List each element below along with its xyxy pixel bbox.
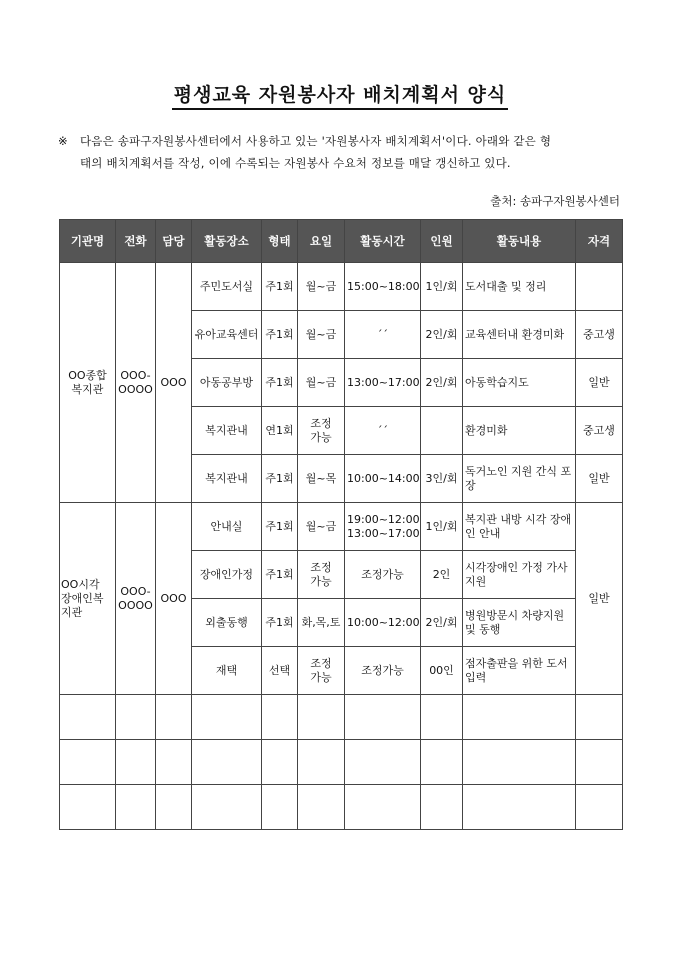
header-phone: 전화 — [116, 220, 156, 263]
day-cell: 월~목 — [298, 455, 345, 503]
blank-cell — [421, 740, 463, 785]
blank-cell — [192, 695, 262, 740]
header-manager: 담당 — [156, 220, 192, 263]
blank-cell — [156, 695, 192, 740]
blank-cell — [463, 740, 576, 785]
people-cell: 2인/회 — [421, 599, 463, 647]
content-cell: 복지관 내방 시각 장애인 안내 — [463, 503, 576, 551]
header-place: 활동장소 — [192, 220, 262, 263]
content-cell: 아동학습지도 — [463, 359, 576, 407]
people-cell — [421, 407, 463, 455]
people-cell: 1인/회 — [421, 503, 463, 551]
content-cell: 교육센터내 환경미화 — [463, 311, 576, 359]
qual-cell: 중고생 — [576, 407, 623, 455]
blank-row — [60, 740, 623, 785]
blank-cell — [298, 785, 345, 830]
form-cell: 주1회 — [262, 263, 298, 311]
qual-cell: 일반 — [576, 503, 623, 695]
content-cell: 환경미화 — [463, 407, 576, 455]
qual-cell: 일반 — [576, 455, 623, 503]
content-cell: 도서대출 및 정리 — [463, 263, 576, 311]
form-cell: 연1회 — [262, 407, 298, 455]
blank-cell — [576, 740, 623, 785]
time-cell: 조정가능 — [345, 551, 421, 599]
blank-cell — [463, 695, 576, 740]
place-cell: 유아교육센터 — [192, 311, 262, 359]
note-mark: ※ — [58, 134, 68, 148]
blank-cell — [60, 740, 116, 785]
people-cell: 1인/회 — [421, 263, 463, 311]
blank-cell — [576, 695, 623, 740]
blank-cell — [116, 740, 156, 785]
place-cell: 재택 — [192, 647, 262, 695]
content-cell: 독거노인 지원 간식 포장 — [463, 455, 576, 503]
day-cell: 월~금 — [298, 311, 345, 359]
org-name-cell: OO종합 복지관 — [60, 263, 116, 503]
header-qual: 자격 — [576, 220, 623, 263]
header-form: 형태 — [262, 220, 298, 263]
day-cell: 월~금 — [298, 503, 345, 551]
place-cell: 안내실 — [192, 503, 262, 551]
day-cell: 조정 가능 — [298, 551, 345, 599]
people-cell: 00인 — [421, 647, 463, 695]
form-cell: 주1회 — [262, 359, 298, 407]
deployment-plan-table — [59, 219, 623, 830]
form-cell: 주1회 — [262, 599, 298, 647]
blank-cell — [116, 695, 156, 740]
people-cell: 2인 — [421, 551, 463, 599]
people-cell: 2인/회 — [421, 359, 463, 407]
document-title: 평생교육 자원봉사자 배치계획서 양식 — [0, 80, 680, 107]
form-cell: 주1회 — [262, 455, 298, 503]
header-day: 요일 — [298, 220, 345, 263]
time-cell — [345, 503, 421, 551]
note-line-2: 태의 배치계획서를 작성, 이에 수록되는 자원봉사 수요처 정보를 매달 갱신하고 있다. — [80, 156, 511, 170]
content-cell: 병원방문시 차량지원 및 동행 — [463, 599, 576, 647]
blank-cell — [60, 695, 116, 740]
blank-cell — [60, 785, 116, 830]
time-cell: 조정가능 — [345, 647, 421, 695]
blank-cell — [345, 740, 421, 785]
blank-cell — [463, 785, 576, 830]
blank-cell — [156, 740, 192, 785]
org-name-cell: OO시각 장애인복 지관 — [60, 503, 116, 695]
people-cell: 2인/회 — [421, 311, 463, 359]
qual-cell: 중고생 — [576, 311, 623, 359]
form-cell: 주1회 — [262, 311, 298, 359]
blank-cell — [262, 695, 298, 740]
blank-cell — [345, 785, 421, 830]
content-cell: 시각장애인 가정 가사지원 — [463, 551, 576, 599]
header-content: 활동내용 — [463, 220, 576, 263]
blank-row — [60, 785, 623, 830]
table-row — [60, 503, 623, 551]
header-row — [60, 220, 623, 263]
time-line-2: 13:00~17:00 — [347, 526, 420, 540]
people-cell: 3인/회 — [421, 455, 463, 503]
place-cell: 외출동행 — [192, 599, 262, 647]
phone-cell: OOO-OOOO — [116, 503, 156, 695]
blank-cell — [192, 740, 262, 785]
place-cell: 복지관내 — [192, 407, 262, 455]
manager-cell: OOO — [156, 503, 192, 695]
header-people: 인원 — [421, 220, 463, 263]
day-cell: 조정 가능 — [298, 407, 345, 455]
time-cell: 10:00~14:00 — [345, 455, 421, 503]
blank-row — [60, 695, 623, 740]
place-cell: 주민도서실 — [192, 263, 262, 311]
day-cell: 월~금 — [298, 359, 345, 407]
place-cell: 복지관내 — [192, 455, 262, 503]
content-cell: 점자출판을 위한 도서입력 — [463, 647, 576, 695]
blank-cell — [262, 785, 298, 830]
form-cell: 주1회 — [262, 551, 298, 599]
time-cell: 15:00~18:00 — [345, 263, 421, 311]
blank-cell — [298, 740, 345, 785]
blank-cell — [421, 695, 463, 740]
note-line-1: 다음은 송파구자원봉사센터에서 사용하고 있는 '자원봉사자 배치계획서'이다. 아래와 같은 형 — [80, 134, 552, 148]
day-cell: 월~금 — [298, 263, 345, 311]
form-cell: 주1회 — [262, 503, 298, 551]
time-cell: 13:00~17:00 — [345, 359, 421, 407]
time-cell: ´´ — [345, 311, 421, 359]
time-cell: 10:00~12:00 — [345, 599, 421, 647]
place-cell: 장애인가정 — [192, 551, 262, 599]
day-cell: 화,목,토 — [298, 599, 345, 647]
blank-cell — [298, 695, 345, 740]
header-org: 기관명 — [60, 220, 116, 263]
blank-cell — [421, 785, 463, 830]
qual-cell — [576, 263, 623, 311]
blank-cell — [116, 785, 156, 830]
table-row — [60, 263, 623, 311]
time-cell: ´´ — [345, 407, 421, 455]
header-time: 활동시간 — [345, 220, 421, 263]
blank-cell — [192, 785, 262, 830]
form-cell: 선택 — [262, 647, 298, 695]
place-cell: 아동공부방 — [192, 359, 262, 407]
day-cell: 조정 가능 — [298, 647, 345, 695]
manager-cell: OOO — [156, 263, 192, 503]
phone-cell: OOO-OOOO — [116, 263, 156, 503]
time-line-1: 19:00~12:00 — [347, 512, 420, 526]
blank-cell — [345, 695, 421, 740]
blank-cell — [156, 785, 192, 830]
qual-cell: 일반 — [576, 359, 623, 407]
blank-cell — [262, 740, 298, 785]
source-note: 출처: 송파구자원봉사센터 — [490, 194, 620, 208]
blank-cell — [576, 785, 623, 830]
